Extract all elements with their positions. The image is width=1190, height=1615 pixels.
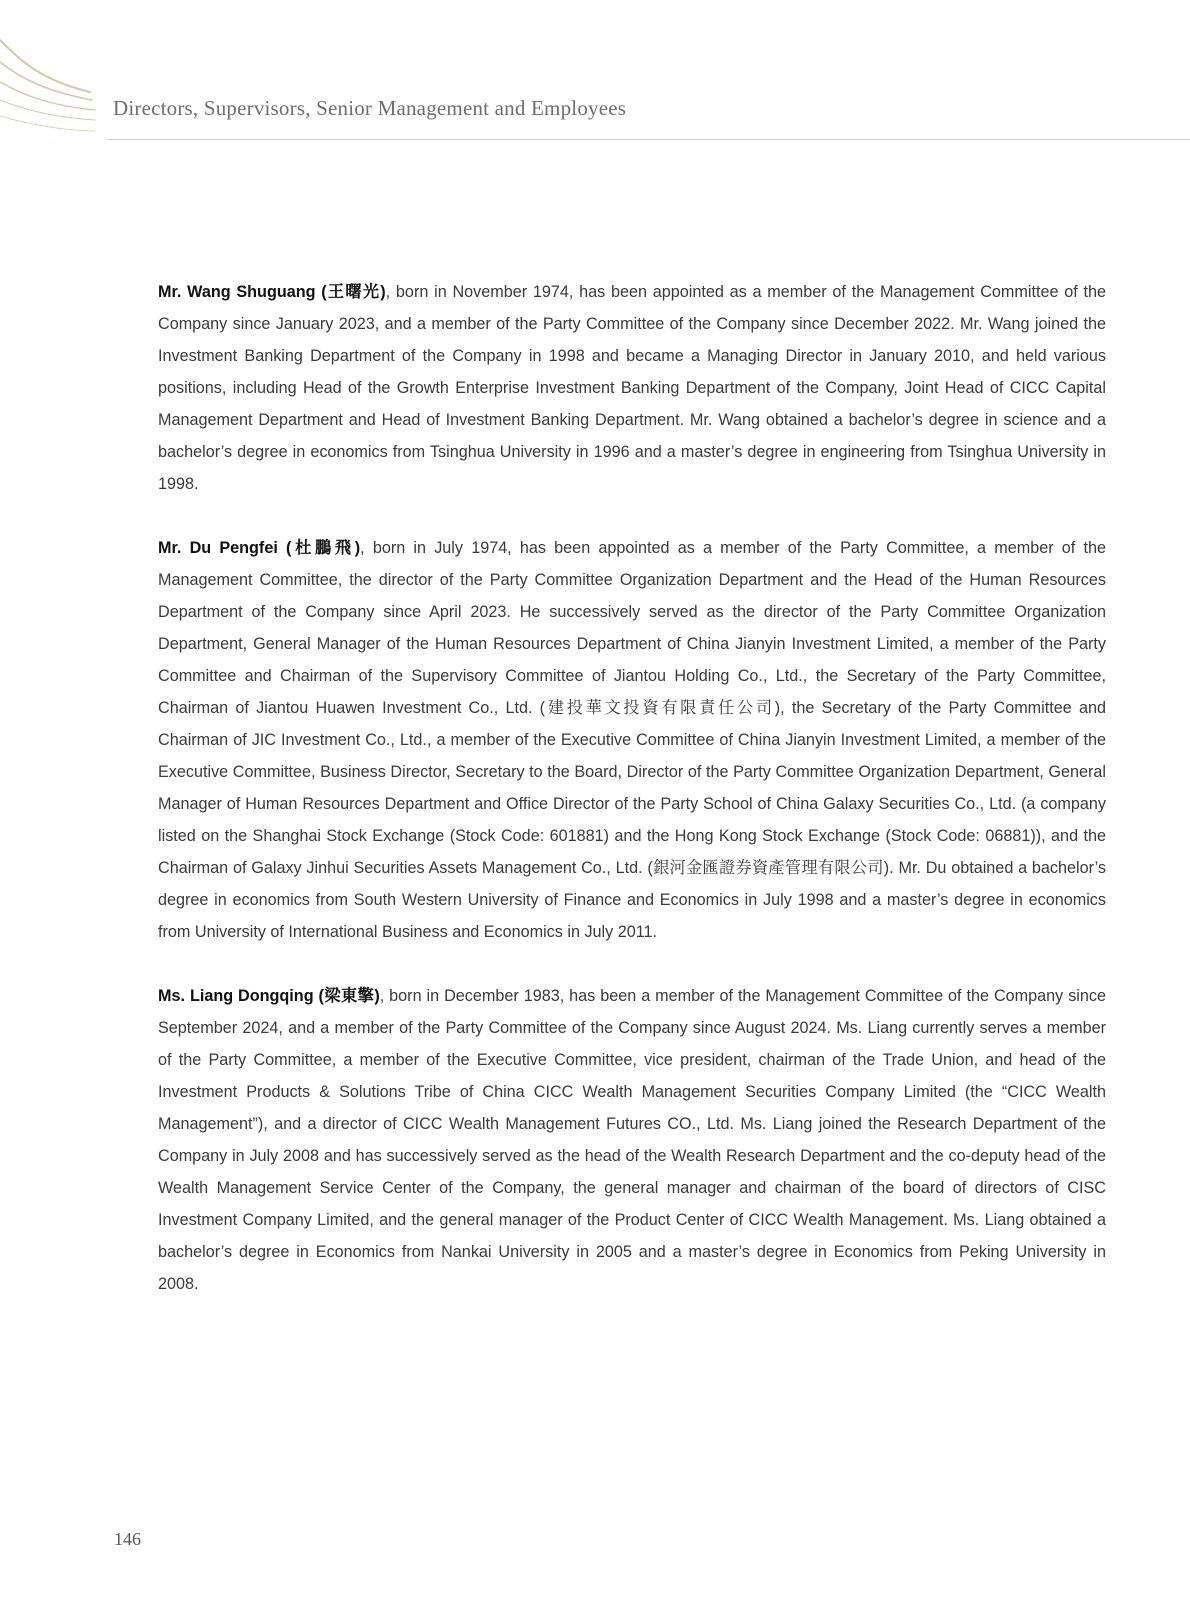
bio-name: Mr. Wang Shuguang (王曙光): [158, 283, 386, 301]
bio-name: Mr. Du Pengfei (杜鵬飛): [158, 539, 361, 557]
bio-wang-shuguang: [158, 276, 1106, 500]
corner-arc-decoration: [0, 0, 120, 150]
bio-du-pengfei: [158, 532, 1106, 948]
header-divider: [108, 139, 1190, 140]
bio-text: , born in November 1974, has been appointed as a member of the Management Committee of the Company since January 2023, and a member of the Party Committee of the Company since December 2022. Mr. Wang joined the Investment Banking Department of the Company in 1998 and became a Managing Director in January 2010, and held various positions, including Head of the Growth Enterprise Investment Banking Department of the Company, Joint Head of CICC Capital Management Department and Head of Investment Banking Department. Mr. Wang obtained a bachelor’s degree in science and a bachelor’s degree in economics from Tsinghua University in 1996 and a master’s degree in engineering from Tsinghua University in 1998.: [158, 283, 1106, 493]
bio-liang-dongqing: [158, 980, 1106, 1300]
bio-text: , born in December 1983, has been a member of the Management Committee of the Company since September 2024, and a member of the Party Committee of the Company since August 2024. Ms. Liang currently serves a member of the Party Committee, a member of the Executive Committee, vice president, chairman of the Trade Union, and head of the Investment Products & Solutions Tribe of China CICC Wealth Management Securities Company Limited (the “CICC Wealth Management”), and a director of CICC Wealth Management Futures CO., Ltd. Ms. Liang joined the Research Department of the Company in July 2008 and has successively served as the head of the Wealth Research Department and the co-deputy head of the Wealth Management Service Center of the Company, the general manager and chairman of the board of directors of CISC Investment Company Limited, and the general manager of the Product Center of CICC Wealth Management. Ms. Liang obtained a bachelor’s degree in Economics from Nankai University in 2005 and a master’s degree in Economics from Peking University in 2008.: [158, 987, 1106, 1293]
page-number: 146: [114, 1529, 141, 1549]
section-header-title: Directors, Supervisors, Senior Management and Employees: [113, 96, 627, 120]
bio-text: , born in July 1974, has been appointed as a member of the Party Committee, a member of the Management Committee, the director of the Party Committee Organization Department and the Head of the Human Resources Department of the Company since April 2023. He successively served as the director of the Party Committee Organization Department, General Manager of the Human Resources Department of China Jianyin Investment Limited, a member of the Party Committee and Chairman of the Supervisory Committee of Jiantou Holding Co., Ltd., the Secretary of the Party Committee, Chairman of Jiantou Huawen Investment Co., Ltd. (建投華文投資有限責任公司), the Secretary of the Party Committee and Chairman of JIC Investment Co., Ltd., a member of the Executive Committee of China Jianyin Investment Limited, a member of the Executive Committee, Business Director, Secretary to the Board, Director of the Party Committee Organization Department, General Manager of Human Resources Department and Office Director of the Party School of China Galaxy Securities Co., Ltd. (a company listed on the Shanghai Stock Exchange (Stock Code: 601881) and the Hong Kong Stock Exchange (Stock Code: 06881)), and the Chairman of Galaxy Jinhui Securities Assets Management Co., Ltd. (銀河金匯證券資產管理有限公司). Mr. Du obtained a bachelor’s degree in economics from South Western University of Finance and Economics in July 1998 and a master’s degree in economics from University of International Business and Economics in July 2011.: [158, 539, 1106, 941]
bio-list: [158, 276, 1106, 1332]
bio-name: Ms. Liang Dongqing (梁東擎): [158, 987, 380, 1005]
